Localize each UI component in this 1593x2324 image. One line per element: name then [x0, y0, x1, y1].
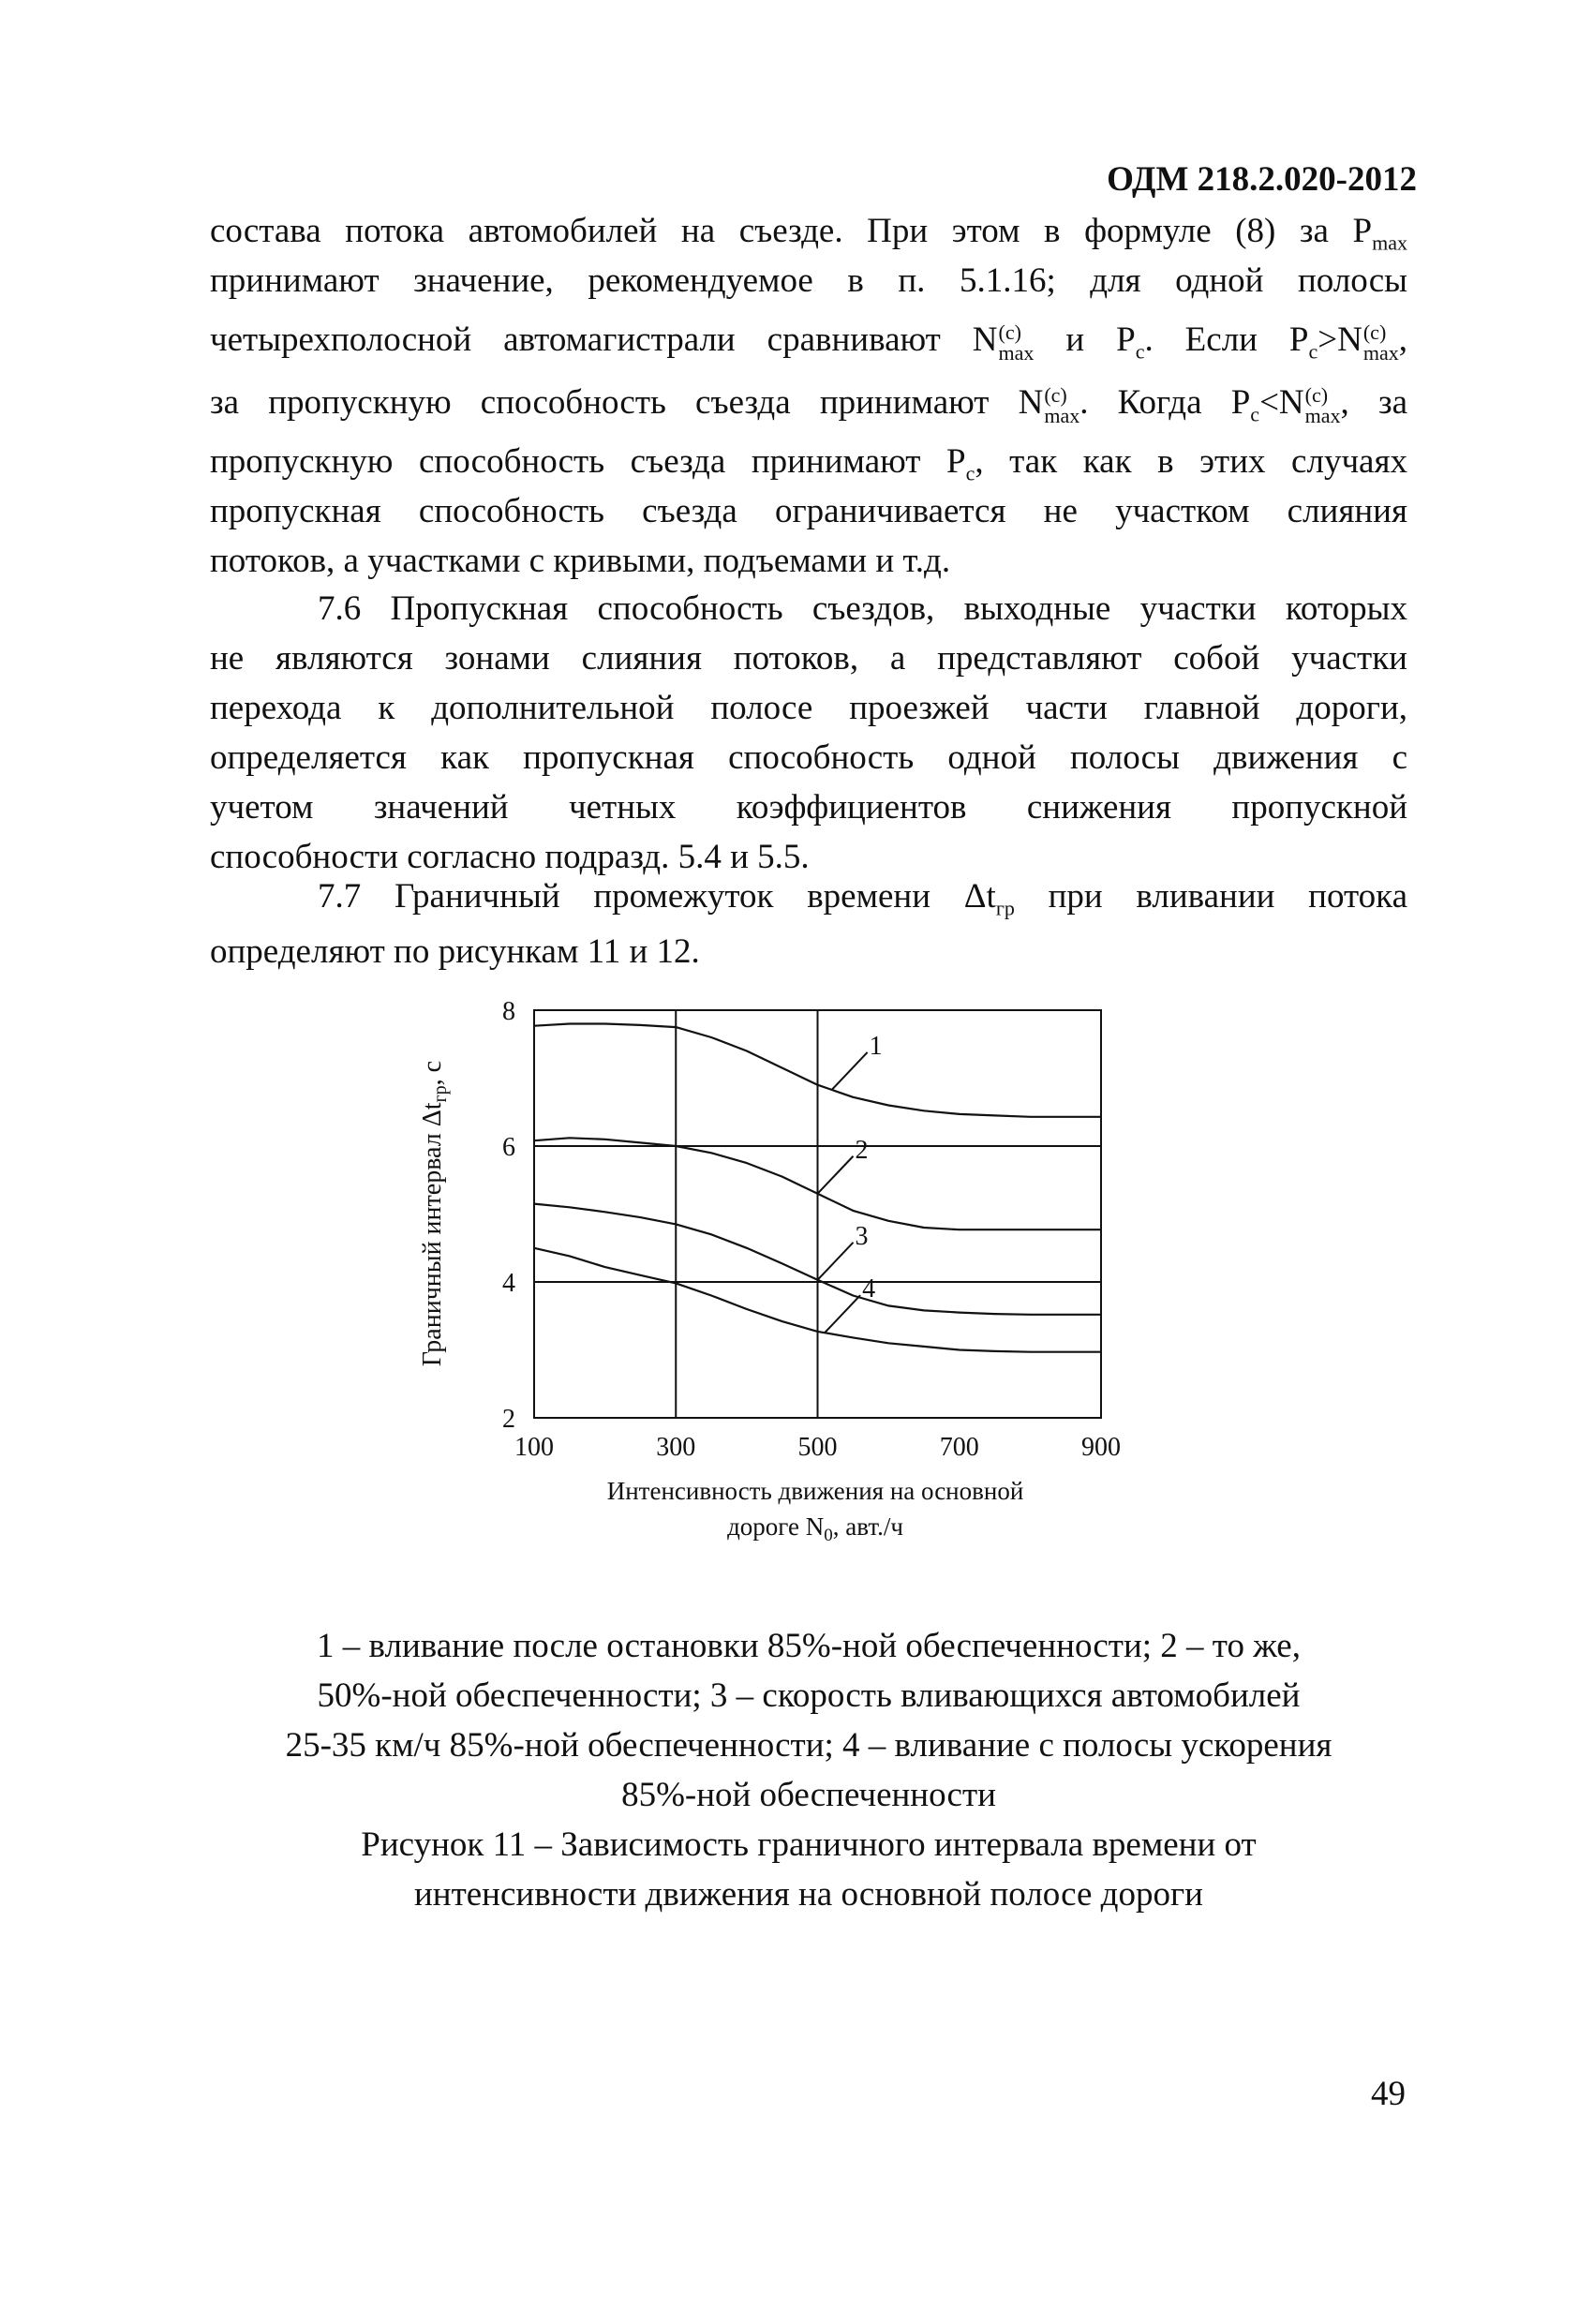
text-line: за пропускную способность съезда принимают N (c) max . Когда $P_c<N$ (c) max , за	[210, 382, 1407, 427]
text-line: способности согласно подразд. 5.4 и 5.5.	[210, 838, 810, 876]
series-leader-3	[818, 1243, 854, 1280]
legend-line: 1 – вливание после остановки 85%-ной обеспеченности; 2 – то же,	[317, 1627, 1301, 1665]
series-label-4: 4	[862, 1274, 876, 1304]
legend-line: 85%-ной обеспеченности	[621, 1776, 996, 1814]
text-line: учетом значений четных коэффициентов снижения пропускной	[210, 788, 1407, 827]
text-line: определяют по рисункам 11 и 12.	[210, 932, 700, 971]
series-label-2: 2	[855, 1135, 869, 1165]
legend-line: 50%-ной обеспеченности; 3 – скорость вливающихся автомобилей	[317, 1676, 1301, 1715]
x-tick-label: 500	[797, 1433, 838, 1462]
text-line: определяется как пропускная способность одной полосы движения с	[210, 738, 1407, 777]
x-tick-label: 900	[1081, 1433, 1121, 1462]
text-line: пропускную способность съезда принимают $P_c$, так как в этих случаях	[210, 442, 1407, 485]
text-line: пропускная способность съезда ограничивается не участком слияния	[210, 492, 1407, 530]
x-tick-label: 700	[939, 1433, 979, 1462]
x-tick-label: 100	[514, 1433, 554, 1462]
page-number: 49	[1371, 2075, 1406, 2113]
text-line: перехода к дополнительной полосе проезжей части главной дороги,	[210, 689, 1407, 727]
document-code: ОДМ 218.2.020-2012	[1107, 160, 1417, 199]
paragraph-7-6	[210, 584, 1407, 882]
x-tick-label: 300	[656, 1433, 696, 1462]
legend-line: 25-35 км/ч 85%-ной обеспеченности; 4 – вливание с полосы ускорения	[285, 1726, 1332, 1765]
text-line: 7.6 Пропускная способность съездов, выходные участки которых	[318, 589, 1407, 628]
paragraph-continuation	[210, 206, 1407, 586]
figure-title-line: интенсивности движения на основной полосе дороги	[413, 1875, 1203, 1914]
text-line: состава потока автомобилей на съезде. При этом в формуле (8) за $P_{max}$	[210, 212, 1407, 255]
y-tick-label: 8	[502, 997, 515, 1026]
y-tick-label: 2	[502, 1405, 515, 1434]
interval-chart	[394, 979, 1162, 1560]
x-axis-label-line1: Интенсивность движения на основной	[606, 1477, 1024, 1505]
series-leader-2	[818, 1156, 854, 1194]
text-line: 7.7 Граничный промежуток времени $\Delta t_{гр}$ при вливании потока	[318, 877, 1407, 920]
series-leader-1	[832, 1052, 868, 1090]
series-label-1: 1	[869, 1031, 883, 1061]
series-leader-4	[825, 1295, 860, 1333]
series-label-3: 3	[855, 1221, 869, 1251]
paragraph-7-7	[210, 872, 1407, 976]
text-line: потоков, а участками с кривыми, подъемами и т.д.	[210, 542, 951, 580]
x-axis-label-line2: дороге $N_0$, авт./ч	[727, 1512, 903, 1545]
text-line: не являются зонами слияния потоков, а представляют собой участки	[210, 639, 1407, 678]
y-axis-label: Граничный интервал $\Delta t_{гр}$, с	[418, 1060, 451, 1367]
y-tick-label: 4	[502, 1269, 515, 1298]
text-line: принимают значение, рекомендуемое в п. 5.1.16; для одной полосы	[210, 261, 1407, 300]
figure-legend	[210, 1621, 1407, 1919]
figure-title-line: Рисунок 11 – Зависимость граничного интервала времени от	[361, 1825, 1257, 1864]
y-tick-label: 6	[502, 1133, 515, 1162]
text-line: четырехполосной автомагистрали сравнивают N (c) max и $P_c$. Если $P_c>N$ (c) max ,	[210, 320, 1407, 365]
